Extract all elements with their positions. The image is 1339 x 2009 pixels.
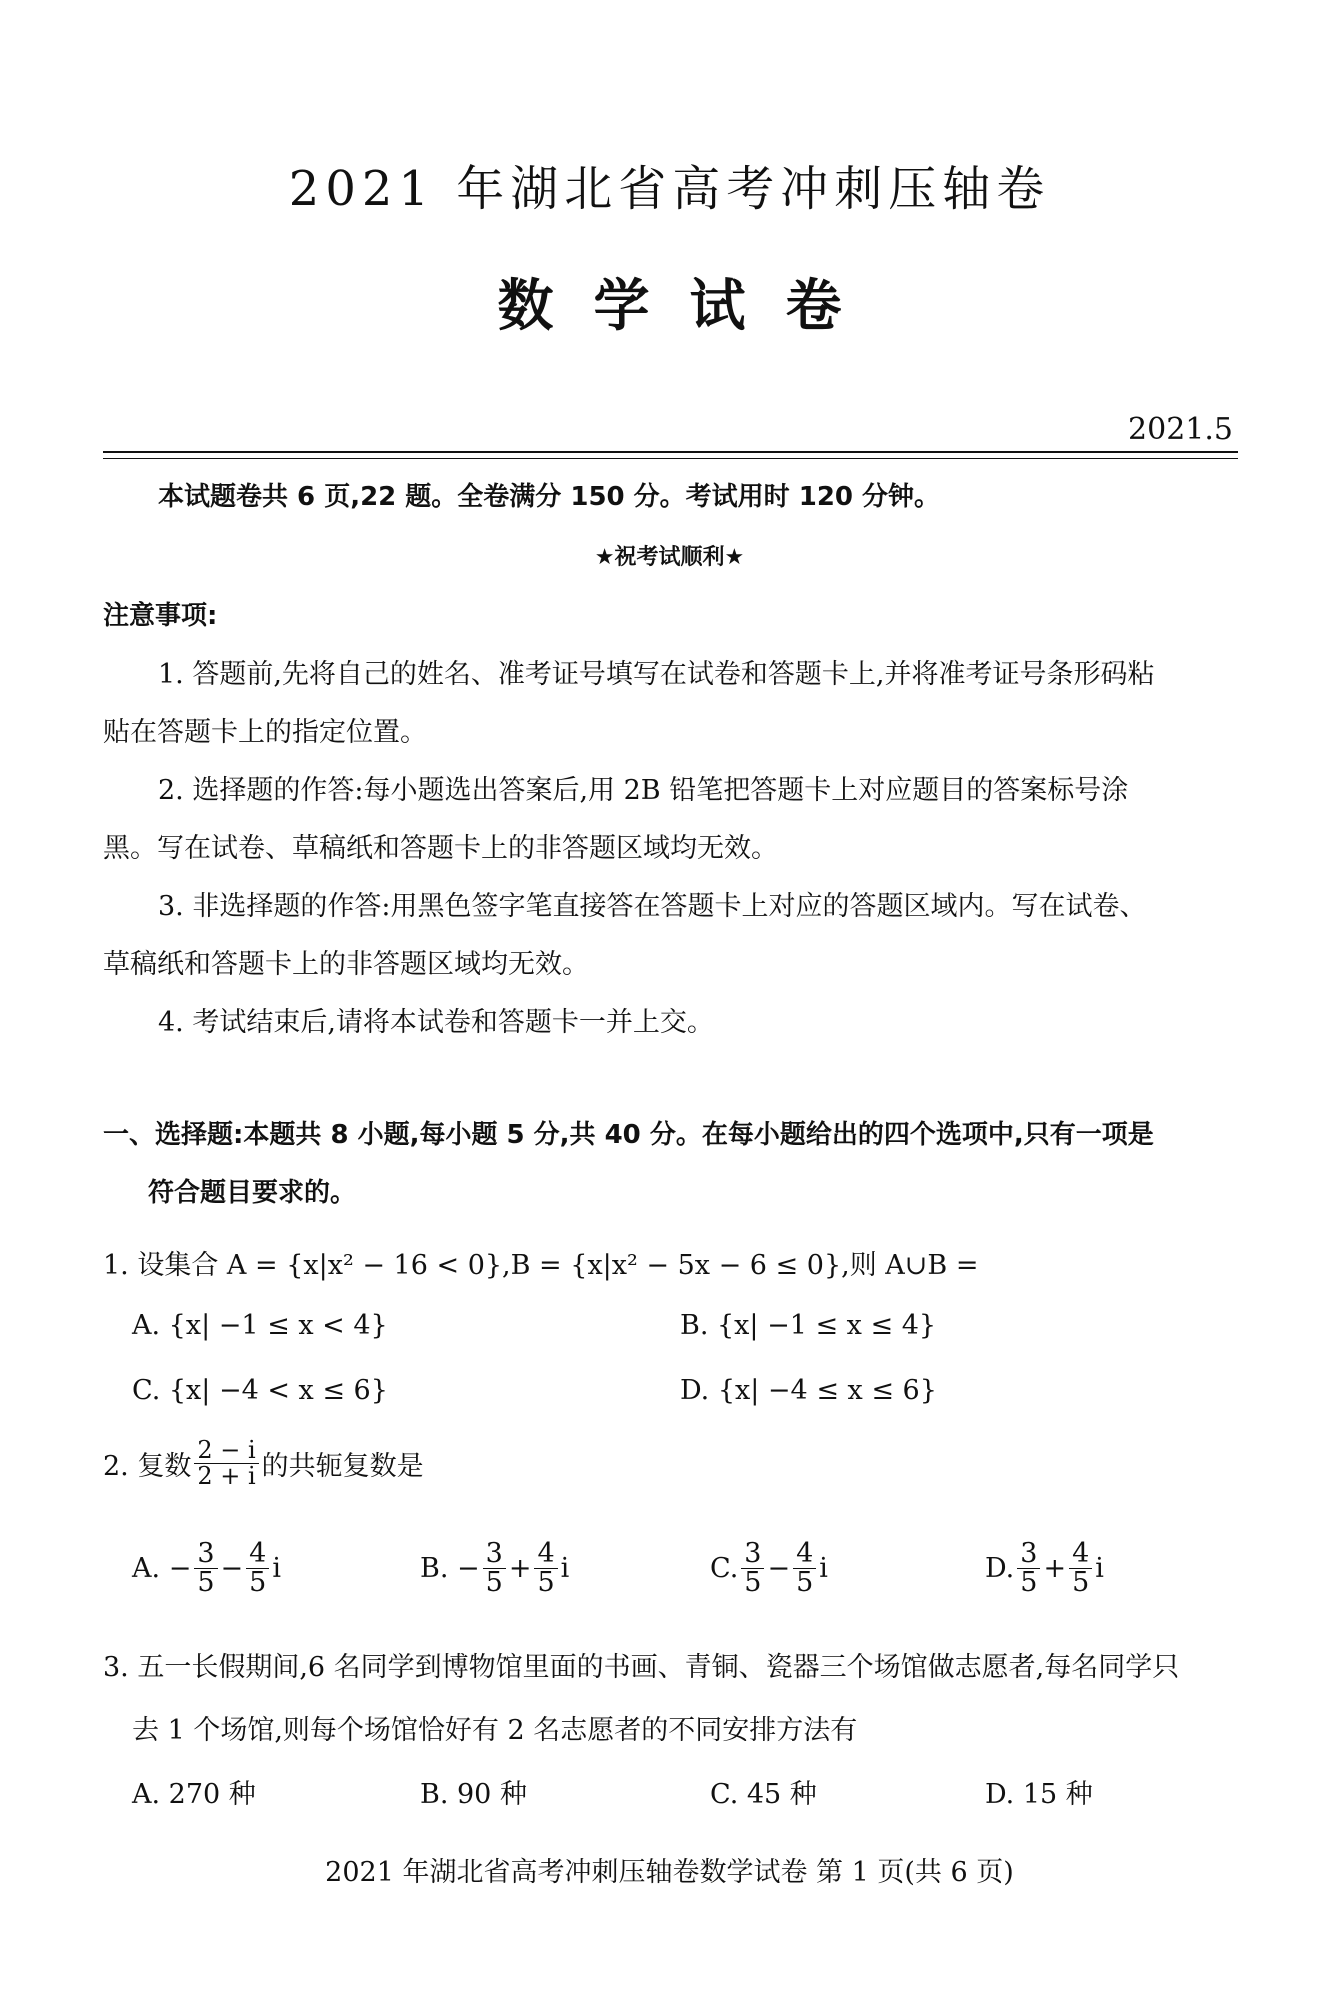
fraction-numerator: 4 — [246, 1540, 269, 1569]
notes-title: 注意事项: — [103, 601, 218, 631]
fraction-denominator: 5 — [249, 1567, 267, 1599]
fraction-numerator: 3 — [1017, 1540, 1040, 1569]
fraction-numerator: 3 — [194, 1540, 217, 1569]
option-label: A. — [132, 1553, 161, 1585]
question-3-stem: 3. 五一长假期间,6 名同学到博物馆里面的书画、青铜、瓷器三个场馆做志愿者,每名同学只 — [103, 1652, 1180, 1683]
option-label: D. — [985, 1553, 1015, 1585]
fraction-denominator: 2 + i — [197, 1462, 256, 1491]
section-heading: 一、选择题:本题共 8 小题,每小题 5 分,共 40 分。在每小题给出的四个选项中,只有一项是 — [103, 1120, 1154, 1150]
option-fraction — [793, 1540, 816, 1598]
header-rule — [103, 451, 1238, 453]
note-line: 贴在答题卡上的指定位置。 — [103, 717, 427, 748]
question-2-option-b — [420, 1540, 569, 1598]
question-3-option-a: A. 270 种 — [132, 1779, 256, 1810]
question-2-option-c — [710, 1540, 828, 1598]
fraction-denominator: 5 — [796, 1567, 814, 1599]
note-line: 2. 选择题的作答:每小题选出答案后,用 2B 铅笔把答题卡上对应题目的答案标号涂 — [158, 775, 1129, 806]
note-line: 草稿纸和答题卡上的非答题区域均无效。 — [103, 949, 589, 980]
fraction-numerator: 4 — [1069, 1540, 1092, 1569]
question-1-option-c: C. {x| −4 < x ≤ 6} — [132, 1375, 388, 1406]
question-1-stem: 1. 设集合 A = {x|x² − 16 < 0},B = {x|x² − 5x − 6 ≤ 0},则 A∪B = — [103, 1250, 979, 1281]
exam-summary: 本试题卷共 6 页,22 题。全卷满分 150 分。考试用时 120 分钟。 — [158, 482, 941, 512]
fraction-numerator: 3 — [741, 1540, 764, 1569]
option-fraction — [1017, 1540, 1040, 1598]
question-3-option-d: D. 15 种 — [985, 1779, 1093, 1810]
question-2-stem — [103, 1438, 424, 1489]
option-sign: − — [220, 1553, 244, 1585]
option-fraction — [741, 1540, 764, 1598]
option-sign: + — [508, 1553, 532, 1585]
option-unit: i — [560, 1553, 570, 1585]
fraction-denominator: 5 — [485, 1567, 503, 1599]
option-fraction — [1069, 1540, 1092, 1598]
question-2-option-a — [132, 1540, 281, 1598]
section-heading-cont: 符合题目要求的。 — [148, 1178, 357, 1208]
question-2-suffix: 的共轭复数是 — [261, 1451, 424, 1483]
option-fraction — [483, 1540, 506, 1598]
note-line: 3. 非选择题的作答:用黑色签字笔直接答在答题卡上对应的答题区域内。写在试卷、 — [158, 891, 1147, 922]
option-label: C. — [710, 1553, 739, 1585]
fraction-denominator: 5 — [1072, 1567, 1090, 1599]
option-sign: + — [1043, 1553, 1067, 1585]
question-2-fraction — [194, 1438, 258, 1489]
note-line: 黑。写在试卷、草稿纸和答题卡上的非答题区域均无效。 — [103, 833, 778, 864]
question-3-stem-cont: 去 1 个场馆,则每个场馆恰好有 2 名志愿者的不同安排方法有 — [132, 1715, 858, 1746]
header-rule-thin — [103, 458, 1238, 459]
note-line: 1. 答题前,先将自己的姓名、准考证号填写在试卷和答题卡上,并将准考证号条形码粘 — [158, 659, 1155, 690]
question-1-option-a: A. {x| −1 ≤ x < 4} — [132, 1310, 388, 1341]
page-footer: 2021 年湖北省高考冲刺压轴卷数学试卷 第 1 页(共 6 页) — [325, 1857, 1014, 1888]
option-fraction — [194, 1540, 217, 1598]
fraction-denominator: 5 — [197, 1567, 215, 1599]
blessing: ★祝考试顺利★ — [594, 545, 745, 570]
option-fraction — [534, 1540, 557, 1598]
fraction-denominator: 5 — [744, 1567, 762, 1599]
fraction-numerator: 3 — [483, 1540, 506, 1569]
fraction-numerator: 4 — [793, 1540, 816, 1569]
option-sign: − — [767, 1553, 791, 1585]
option-unit: i — [272, 1553, 281, 1585]
exam-title: 2021 年湖北省高考冲刺压轴卷 — [288, 161, 1051, 217]
option-sign: − — [168, 1553, 192, 1585]
exam-date: 2021.5 — [1128, 412, 1233, 447]
option-label: B. — [420, 1553, 449, 1585]
fraction-denominator: 5 — [537, 1567, 555, 1599]
question-3-option-c: C. 45 种 — [710, 1779, 817, 1810]
note-line: 4. 考试结束后,请将本试卷和答题卡一并上交。 — [158, 1007, 714, 1038]
question-1-option-b: B. {x| −1 ≤ x ≤ 4} — [680, 1310, 937, 1341]
option-unit: i — [1095, 1553, 1104, 1585]
option-unit: i — [819, 1553, 828, 1585]
question-2-prefix: 2. 复数 — [103, 1451, 192, 1483]
option-fraction — [246, 1540, 269, 1598]
question-3-option-b: B. 90 种 — [420, 1779, 527, 1810]
question-2-option-d — [985, 1540, 1104, 1598]
fraction-numerator: 2 − i — [194, 1438, 258, 1464]
fraction-denominator: 5 — [1020, 1567, 1038, 1599]
fraction-numerator: 4 — [534, 1540, 557, 1569]
exam-subject: 数学试卷 — [497, 274, 882, 339]
option-sign: − — [457, 1553, 480, 1585]
question-1-option-d: D. {x| −4 ≤ x ≤ 6} — [680, 1375, 937, 1406]
